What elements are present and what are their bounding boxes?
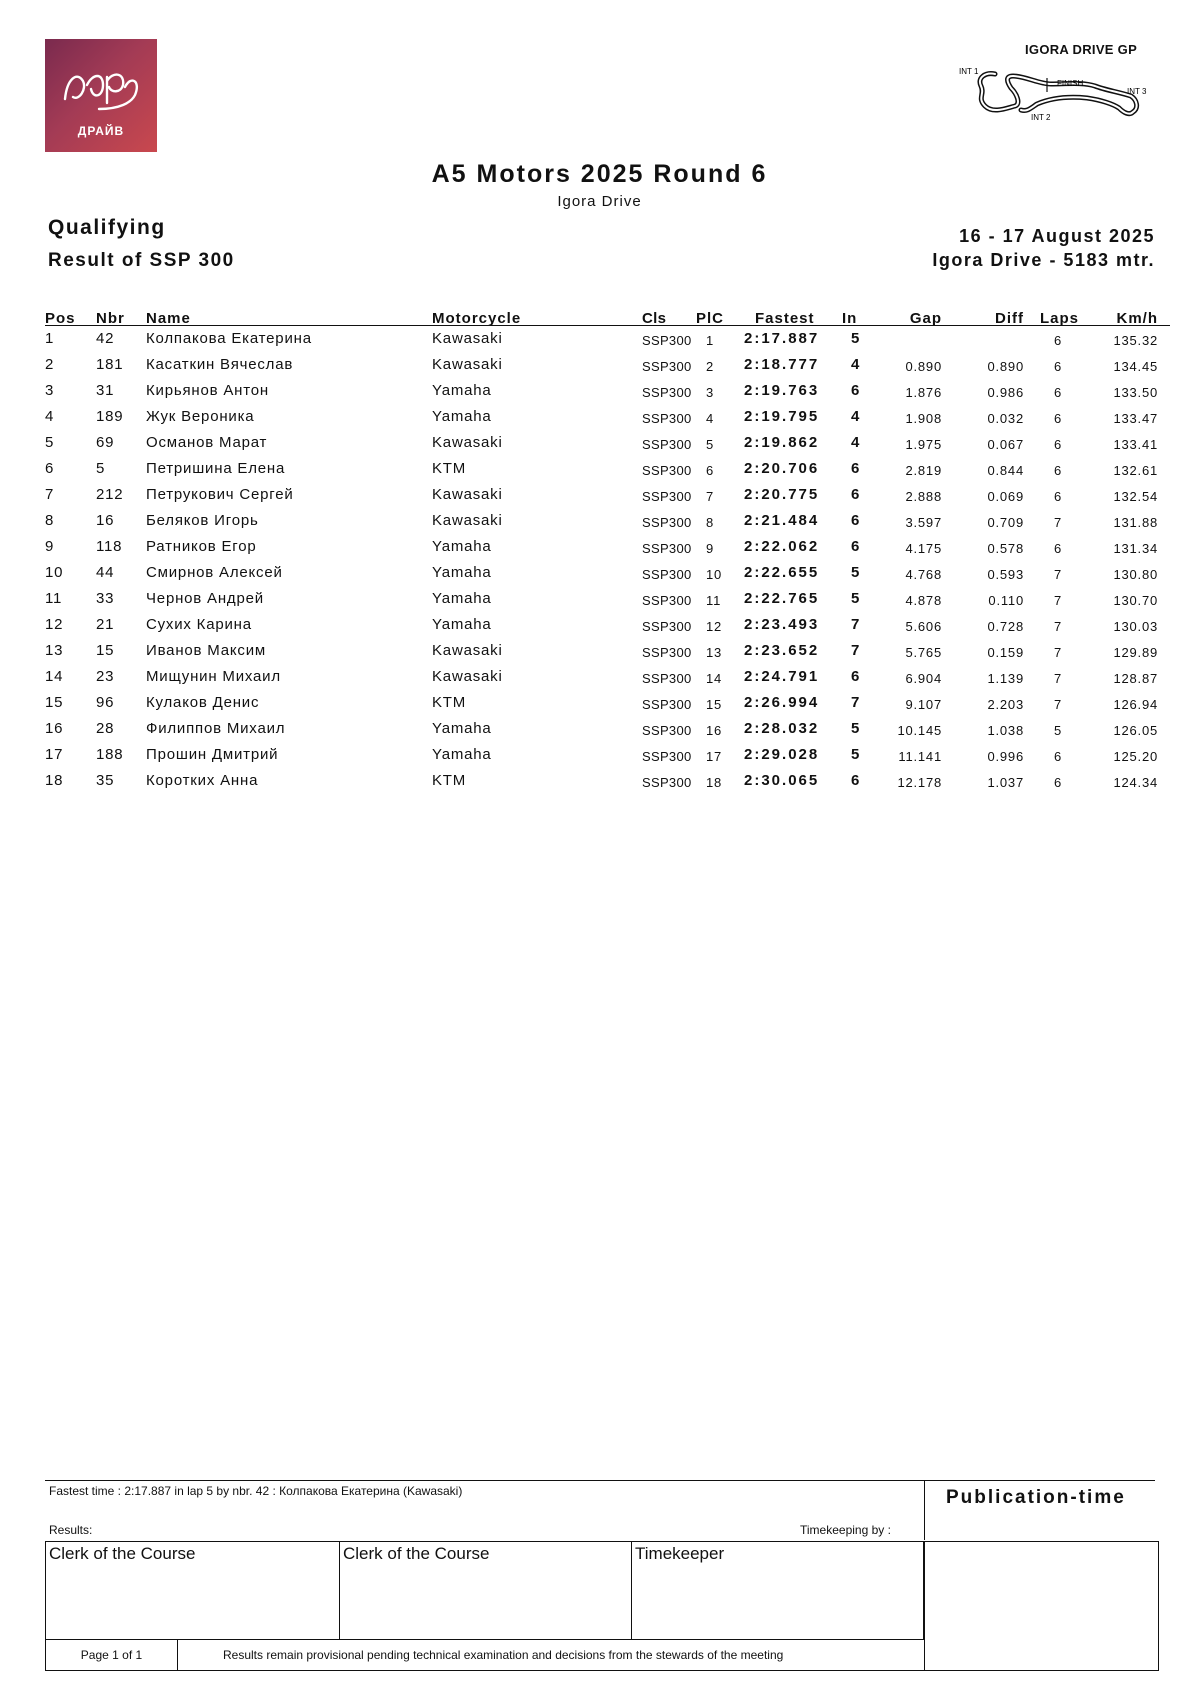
row-fastest: 2:20.775	[744, 486, 820, 503]
row-name: Кирьянов Антон	[146, 382, 269, 399]
signature-label: Timekeeper	[635, 1544, 725, 1563]
row-laps: 6	[1054, 775, 1063, 790]
row-diff: 0.890	[987, 359, 1024, 374]
row-pos: 14	[45, 668, 64, 685]
track-finish-label: FINISH	[1057, 79, 1084, 88]
row-name: Жук Вероника	[146, 408, 255, 425]
row-nbr: 181	[96, 356, 124, 373]
row-pos: 4	[45, 408, 55, 425]
row-in: 4	[851, 434, 861, 451]
row-name: Смирнов Алексей	[146, 564, 283, 581]
row-name: Чернов Андрей	[146, 590, 264, 607]
row-plc: 15	[706, 697, 723, 712]
row-diff: 1.139	[987, 671, 1024, 686]
row-fastest: 2:18.777	[744, 356, 820, 373]
row-plc: 13	[706, 645, 723, 660]
row-cls: SSP300	[642, 671, 692, 686]
table-row	[0, 330, 1199, 356]
row-nbr: 5	[96, 460, 106, 477]
row-plc: 14	[706, 671, 723, 686]
row-nbr: 42	[96, 330, 115, 347]
row-kmh: 132.61	[1113, 463, 1158, 478]
row-gap: 1.908	[905, 411, 942, 426]
row-diff: 0.844	[987, 463, 1024, 478]
row-gap: 4.768	[905, 567, 942, 582]
table-row	[0, 564, 1199, 590]
track-int2-label: INT 2	[1031, 113, 1051, 122]
row-diff: 0.728	[987, 619, 1024, 634]
row-plc: 2	[706, 359, 715, 374]
signature-cell-clerk-2	[340, 1542, 632, 1639]
row-name: Беляков Игорь	[146, 512, 259, 529]
row-cls: SSP300	[642, 515, 692, 530]
row-fastest: 2:23.493	[744, 616, 820, 633]
row-plc: 7	[706, 489, 715, 504]
row-motorcycle: Yamaha	[432, 616, 492, 633]
row-fastest: 2:20.706	[744, 460, 820, 477]
signature-cell-clerk-1	[46, 1542, 340, 1639]
row-name: Петришина Елена	[146, 460, 286, 477]
row-fastest: 2:19.795	[744, 408, 820, 425]
row-fastest: 2:23.652	[744, 642, 820, 659]
header-divider	[45, 325, 1170, 326]
row-nbr: 15	[96, 642, 115, 659]
row-kmh: 130.03	[1113, 619, 1158, 634]
row-kmh: 131.34	[1113, 541, 1158, 556]
row-motorcycle: Kawasaki	[432, 356, 503, 373]
row-diff: 0.709	[987, 515, 1024, 530]
row-pos: 16	[45, 720, 64, 737]
row-cls: SSP300	[642, 645, 692, 660]
col-laps: Laps	[1040, 310, 1080, 327]
row-kmh: 126.94	[1113, 697, 1158, 712]
row-laps: 7	[1054, 645, 1063, 660]
table-row	[0, 460, 1199, 486]
row-nbr: 96	[96, 694, 115, 711]
footer-info-row	[46, 1639, 924, 1671]
row-diff: 0.159	[987, 645, 1024, 660]
row-plc: 9	[706, 541, 715, 556]
row-motorcycle: KTM	[432, 694, 467, 711]
results-label: Results:	[49, 1523, 93, 1537]
row-nbr: 189	[96, 408, 124, 425]
table-row	[0, 382, 1199, 408]
row-motorcycle: Yamaha	[432, 538, 492, 555]
row-kmh: 133.50	[1113, 385, 1158, 400]
row-cls: SSP300	[642, 333, 692, 348]
row-fastest: 2:19.862	[744, 434, 820, 451]
row-fastest: 2:22.062	[744, 538, 820, 555]
row-motorcycle: Kawasaki	[432, 434, 503, 451]
row-name: Мищунин Михаил	[146, 668, 281, 685]
row-diff: 0.578	[987, 541, 1024, 556]
col-fastest: Fastest	[755, 310, 815, 327]
row-fastest: 2:28.032	[744, 720, 820, 737]
row-pos: 3	[45, 382, 55, 399]
row-in: 5	[851, 564, 861, 581]
igora-drive-logo	[45, 39, 157, 152]
col-in: In	[842, 310, 858, 327]
row-cls: SSP300	[642, 463, 692, 478]
col-gap: Gap	[909, 310, 942, 327]
row-diff: 1.037	[987, 775, 1024, 790]
row-motorcycle: Yamaha	[432, 720, 492, 737]
table-row	[0, 772, 1199, 798]
row-motorcycle: Yamaha	[432, 382, 492, 399]
provisional-disclaimer: Results remain provisional pending technical examination and decisions from the stewards of the meeting	[223, 1648, 784, 1662]
row-kmh: 133.47	[1113, 411, 1158, 426]
row-gap: 11.141	[898, 749, 942, 764]
row-pos: 13	[45, 642, 64, 659]
table-row	[0, 668, 1199, 694]
table-row	[0, 616, 1199, 642]
row-in: 7	[851, 694, 861, 711]
row-diff: 0.069	[987, 489, 1024, 504]
row-laps: 6	[1054, 333, 1063, 348]
table-row	[0, 746, 1199, 772]
row-pos: 11	[45, 590, 63, 607]
col-kmh: Km/h	[1116, 310, 1158, 327]
row-kmh: 132.54	[1113, 489, 1158, 504]
row-plc: 4	[706, 411, 715, 426]
table-row	[0, 720, 1199, 746]
row-diff: 0.996	[987, 749, 1024, 764]
page-number: Page 1 of 1	[46, 1640, 178, 1671]
row-nbr: 31	[96, 382, 115, 399]
row-nbr: 44	[96, 564, 115, 581]
signature-cell-timekeeper	[632, 1542, 924, 1639]
row-pos: 7	[45, 486, 55, 503]
row-motorcycle: Kawasaki	[432, 512, 503, 529]
row-name: Прошин Дмитрий	[146, 746, 279, 763]
table-header	[0, 310, 1199, 330]
row-cls: SSP300	[642, 437, 692, 452]
row-pos: 12	[45, 616, 64, 633]
row-name: Сухих Карина	[146, 616, 252, 633]
row-cls: SSP300	[642, 411, 692, 426]
row-gap: 12.178	[897, 775, 942, 790]
table-row	[0, 512, 1199, 538]
row-plc: 10	[706, 567, 723, 582]
row-pos: 10	[45, 564, 64, 581]
row-pos: 1	[45, 330, 55, 347]
row-kmh: 131.88	[1113, 515, 1158, 530]
row-motorcycle: KTM	[432, 772, 467, 789]
row-cls: SSP300	[642, 541, 692, 556]
fastest-time-summary: Fastest time : 2:17.887 in lap 5 by nbr. 42 : Колпакова Екатерина (Kawasaki)	[49, 1484, 463, 1498]
row-motorcycle: KTM	[432, 460, 467, 477]
row-gap: 1.876	[905, 385, 942, 400]
row-nbr: 16	[96, 512, 115, 529]
row-cls: SSP300	[642, 619, 692, 634]
row-nbr: 212	[96, 486, 124, 503]
row-cls: SSP300	[642, 593, 692, 608]
table-row	[0, 356, 1199, 382]
row-name: Касаткин Вячеслав	[146, 356, 294, 373]
col-cls: Cls	[642, 310, 667, 327]
row-in: 6	[851, 772, 861, 789]
track-int1-label: INT 1	[959, 67, 979, 76]
row-laps: 6	[1054, 749, 1063, 764]
row-pos: 15	[45, 694, 64, 711]
row-nbr: 28	[96, 720, 115, 737]
row-motorcycle: Kawasaki	[432, 330, 503, 347]
row-plc: 18	[706, 775, 723, 790]
row-plc: 16	[706, 723, 723, 738]
row-plc: 6	[706, 463, 715, 478]
row-pos: 18	[45, 772, 64, 789]
row-diff: 0.986	[987, 385, 1024, 400]
result-class: Result of SSP 300	[48, 250, 235, 271]
row-kmh: 124.34	[1113, 775, 1158, 790]
row-gap: 2.888	[905, 489, 942, 504]
row-in: 6	[851, 512, 861, 529]
row-laps: 5	[1054, 723, 1063, 738]
row-in: 5	[851, 746, 861, 763]
row-kmh: 126.05	[1113, 723, 1158, 738]
row-kmh: 134.45	[1113, 359, 1158, 374]
row-pos: 9	[45, 538, 55, 555]
row-gap: 0.890	[905, 359, 942, 374]
row-in: 5	[851, 720, 861, 737]
row-nbr: 188	[96, 746, 124, 763]
signature-label: Clerk of the Course	[49, 1544, 196, 1563]
row-fastest: 2:22.765	[744, 590, 820, 607]
row-motorcycle: Yamaha	[432, 564, 492, 581]
row-fastest: 2:30.065	[744, 772, 820, 789]
timekeeping-label: Timekeeping by :	[800, 1523, 891, 1537]
row-motorcycle: Yamaha	[432, 408, 492, 425]
row-laps: 6	[1054, 385, 1063, 400]
col-nbr: Nbr	[96, 310, 125, 327]
row-pos: 6	[45, 460, 55, 477]
row-fastest: 2:19.763	[744, 382, 820, 399]
row-in: 7	[851, 642, 861, 659]
row-cls: SSP300	[642, 567, 692, 582]
signature-table	[45, 1541, 1159, 1671]
row-gap: 5.606	[905, 619, 942, 634]
row-nbr: 33	[96, 590, 115, 607]
row-gap: 2.819	[905, 463, 942, 478]
row-fastest: 2:29.028	[744, 746, 820, 763]
row-pos: 5	[45, 434, 55, 451]
publication-time-label: Publication-time	[946, 1487, 1126, 1508]
row-plc: 17	[706, 749, 723, 764]
row-plc: 5	[706, 437, 715, 452]
row-laps: 6	[1054, 359, 1063, 374]
row-pos: 8	[45, 512, 55, 529]
row-nbr: 23	[96, 668, 115, 685]
track-name: IGORA DRIVE GP	[1025, 42, 1138, 57]
row-plc: 12	[706, 619, 723, 634]
row-laps: 6	[1054, 437, 1063, 452]
row-fastest: 2:22.655	[744, 564, 820, 581]
row-name: Филиппов Михаил	[146, 720, 286, 737]
row-fastest: 2:21.484	[744, 512, 820, 529]
col-pos: Pos	[45, 310, 76, 327]
track-int3-label: INT 3	[1127, 87, 1147, 96]
row-name: Кулаков Денис	[146, 694, 260, 711]
row-plc: 8	[706, 515, 715, 530]
row-nbr: 118	[96, 538, 123, 555]
row-laps: 7	[1054, 619, 1063, 634]
row-kmh: 130.70	[1113, 593, 1158, 608]
row-motorcycle: Kawasaki	[432, 642, 503, 659]
row-in: 4	[851, 356, 861, 373]
table-row	[0, 538, 1199, 564]
row-fastest: 2:17.887	[744, 330, 820, 347]
row-in: 6	[851, 460, 861, 477]
col-name: Name	[146, 310, 191, 327]
row-laps: 6	[1054, 489, 1063, 504]
row-laps: 6	[1054, 463, 1063, 478]
logo-script-icon	[59, 59, 143, 119]
publication-cell-divider	[924, 1542, 925, 1670]
row-in: 6	[851, 382, 861, 399]
col-diff: Diff	[995, 310, 1024, 327]
row-diff: 0.032	[987, 411, 1024, 426]
row-motorcycle: Kawasaki	[432, 668, 503, 685]
row-fastest: 2:26.994	[744, 694, 820, 711]
table-row	[0, 694, 1199, 720]
track-map-icon	[955, 64, 1170, 139]
row-diff: 1.038	[987, 723, 1024, 738]
row-nbr: 35	[96, 772, 115, 789]
row-name: Османов Марат	[146, 434, 268, 451]
row-motorcycle: Kawasaki	[432, 486, 503, 503]
event-dates: 16 - 17 August 2025	[959, 226, 1155, 246]
row-in: 5	[851, 590, 861, 607]
row-cls: SSP300	[642, 775, 692, 790]
row-kmh: 128.87	[1113, 671, 1158, 686]
row-in: 5	[851, 330, 861, 347]
row-pos: 17	[45, 746, 64, 763]
row-laps: 6	[1054, 541, 1063, 556]
row-plc: 11	[706, 593, 722, 608]
row-nbr: 69	[96, 434, 115, 451]
row-kmh: 130.80	[1113, 567, 1158, 582]
row-name: Петрукович Сергей	[146, 486, 294, 503]
table-row	[0, 434, 1199, 460]
row-name: Колпакова Екатерина	[146, 330, 312, 347]
table-row	[0, 590, 1199, 616]
row-kmh: 129.89	[1113, 645, 1158, 660]
row-gap: 9.107	[905, 697, 942, 712]
row-gap: 3.597	[905, 515, 942, 530]
row-diff: 0.110	[988, 593, 1024, 608]
row-nbr: 21	[96, 616, 115, 633]
signature-label: Clerk of the Course	[343, 1544, 490, 1563]
row-cls: SSP300	[642, 359, 692, 374]
row-gap: 4.175	[905, 541, 942, 556]
row-laps: 6	[1054, 411, 1063, 426]
col-motorcycle: Motorcycle	[432, 310, 522, 327]
row-plc: 3	[706, 385, 715, 400]
row-name: Иванов Максим	[146, 642, 267, 659]
row-in: 6	[851, 538, 861, 555]
row-name: Коротких Анна	[146, 772, 259, 789]
row-laps: 7	[1054, 515, 1063, 530]
event-venue: Igora Drive - 5183 mtr.	[932, 250, 1155, 270]
row-laps: 7	[1054, 697, 1063, 712]
row-diff: 0.593	[987, 567, 1024, 582]
table-row	[0, 486, 1199, 512]
row-plc: 1	[706, 333, 715, 348]
session-name: Qualifying	[48, 216, 166, 239]
row-cls: SSP300	[642, 697, 692, 712]
row-cls: SSP300	[642, 749, 692, 764]
row-cls: SSP300	[642, 489, 692, 504]
row-motorcycle: Yamaha	[432, 590, 492, 607]
row-kmh: 133.41	[1113, 437, 1158, 452]
row-in: 6	[851, 486, 861, 503]
row-diff: 0.067	[987, 437, 1024, 452]
row-name: Ратников Егор	[146, 538, 257, 555]
row-gap: 5.765	[905, 645, 942, 660]
event-title: A5 Motors 2025 Round 6	[431, 160, 768, 188]
logo-text: ДРАЙВ	[77, 124, 125, 138]
row-laps: 7	[1054, 671, 1063, 686]
row-kmh: 135.32	[1113, 333, 1158, 348]
event-subtitle: Igora Drive	[557, 193, 642, 210]
row-gap: 1.975	[905, 437, 942, 452]
row-kmh: 125.20	[1113, 749, 1158, 764]
row-in: 6	[851, 668, 861, 685]
row-diff: 2.203	[987, 697, 1024, 712]
row-pos: 2	[45, 356, 55, 373]
row-motorcycle: Yamaha	[432, 746, 492, 763]
row-gap: 4.878	[905, 593, 942, 608]
row-laps: 7	[1054, 593, 1063, 608]
row-laps: 7	[1054, 567, 1063, 582]
row-gap: 10.145	[897, 723, 942, 738]
row-gap: 6.904	[905, 671, 942, 686]
row-in: 4	[851, 408, 861, 425]
row-cls: SSP300	[642, 723, 692, 738]
row-cls: SSP300	[642, 385, 692, 400]
col-plc: PlC	[696, 310, 725, 327]
table-row	[0, 408, 1199, 434]
row-fastest: 2:24.791	[744, 668, 820, 685]
table-row	[0, 642, 1199, 668]
row-in: 7	[851, 616, 861, 633]
